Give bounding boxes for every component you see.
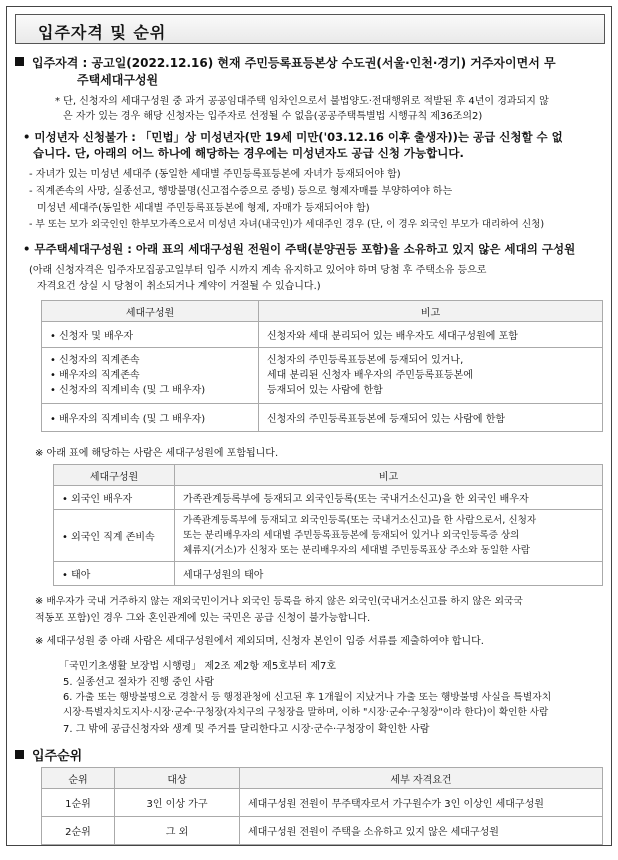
table-header: 대상 [115,768,240,789]
eligibility-note2: 은 자가 있는 경우 해당 신청자는 입주자로 선정될 수 없음(공공주택특별법 시행규칙 제36조의2) [63,111,483,122]
household-sub2: 자격요건 상실 시 당첨이 취소되거나 계약이 거절될 수 있습니다.) [37,281,321,292]
exclusion-heading: 「국민기초생활 보장법 시행령」 제2조 제2항 제5호부터 제7호 [59,661,337,672]
table-header: 비고 [175,465,603,486]
section-eligibility [15,54,556,71]
rank-table [41,767,603,845]
minor-heading2: 습니다. 단, 아래의 어느 하나에 해당하는 경우에는 미성년자도 공급 신청 가능합니다. [33,146,464,160]
table-row: 1순위 3인 이상 가구 세대구성원 전원이 무주택자로서 가구원수가 3인 이상인 세대구성원 [42,789,603,817]
eligibility-line1: 입주자격 : 공고일(2022.12.16) 현재 주민등록표등본상 수도권(서울·인천·경기) 거주자이면서 무 [32,56,556,70]
minor-item: - 자녀가 있는 미성년 세대주 (동일한 세대별 주민등록표등본에 자녀가 등재되어야 함) [29,169,401,180]
page-title: 입주자격 및 순위 [38,23,167,42]
note-table [53,464,603,586]
table-row: • 신청자 및 배우자 신청자와 세대 분리되어 있는 배우자도 세대구성원에 포함 [42,322,603,348]
minor-item: 미성년 세대주(동일한 세대별 주민등록표등본에 형제, 자매가 등재되어야 함) [37,203,370,214]
eligibility-note1: * 단, 신청자의 세대구성원 중 과거 공공임대주택 임차인으로서 불법양도·전대행위로 적발된 후 4년이 경과되지 않 [55,96,549,107]
table-header: 세부 자격요건 [240,768,603,789]
square-bullet-icon [15,750,24,759]
section-rank [15,745,82,764]
table-row: • 태아 세대구성원의 태아 [54,562,603,586]
exclusion-item: 5. 실종선고 절차가 진행 중인 사람 [63,677,215,688]
table-header: 세대구성원 [54,465,175,486]
notes-line: ※ 세대구성원 중 아래 사람은 세대구성원에서 제외되며, 신청자 본인이 입증 서류를 제출하여야 합니다. [35,636,484,647]
table-header: 비고 [259,301,603,322]
table-row: • 외국인 직계 존비속 가족관계등록부에 등재되고 외국인등록(또는 국내거소신고)을 한 사람으로서, 신청자 또는 분리배우자의 세대별 주민등록표등본에 등재되어 있거나 외국인등록증 상의 체류지(거소)가 신청자 또는 분리배우자의 세대별 주민등록표상 주소와 동일한 사람 [54,510,603,562]
table-row: • 신청자의 직계존속 • 배우자의 직계존속 • 신청자의 직계비속 (및 그 배우자) 신청자의 주민등록표등본에 등재되어 있거나, 세대 분리된 신청자 배우자의 주민등록표등본에 등재되어 있는 사람에 한함 [42,348,603,404]
note-table-intro: ※ 아래 표에 해당하는 사람은 세대구성원에 포함됩니다. [35,448,279,459]
table-row: • 배우자의 직계비속 (및 그 배우자) 신청자의 주민등록표등본에 등재되어 있는 사람에 한함 [42,404,603,432]
table-row: • 외국인 배우자 가족관계등록부에 등재되고 외국인등록(또는 국내거소신고)을 한 외국인 배우자 [54,486,603,510]
square-bullet-icon [15,57,24,66]
notes-line: 적동포 포함)인 경우 그와 혼인관계에 있는 국민은 공급 신청이 불가능합니다. [35,613,371,624]
eligibility-line2: 주택세대구성원 [77,73,159,87]
document-page [6,6,612,846]
minor-heading1: • 미성년자 신청불가 : 「민법」상 미성년자(만 19세 미만('03.12.16 이후 출생자))는 공급 신청할 수 없 [23,130,563,144]
rank-title: 입주순위 [32,749,83,764]
exclusion-item: 6. 가출 또는 행방불명으로 경찰서 등 행정관청에 신고된 후 1개월이 지났거나 가출 또는 행방불명 사실을 특별자치 [63,692,552,703]
table-row: 2순위 그 외 세대구성원 전원이 주택을 소유하고 있지 않은 세대구성원 [42,817,603,845]
household-table [41,300,603,432]
minor-item: - 직계존속의 사망, 실종선고, 행방불명(신고접수증으로 증빙) 등으로 형제자매를 부양하여야 하는 [29,186,453,197]
minor-item: - 부 또는 모가 외국인인 한부모가족으로서 미성년 자녀(내국인)가 세대주인 경우 (단, 이 경우 외국인 부모가 대리하여 신청) [29,219,545,230]
household-sub1: (아래 신청자격은 입주자모집공고일부터 입주 시까지 계속 유지하고 있어야 하며 당첨 후 주택소유 등으로 [29,265,487,276]
table-header: 세대구성원 [42,301,259,322]
title-box [15,14,605,44]
household-heading: • 무주택세대구성원 : 아래 표의 세대구성원 전원이 주택(분양권등 포함)을 소유하고 있지 않은 세대의 구성원 [23,242,576,256]
exclusion-item: 7. 그 밖에 공급신청자와 생계 및 주거를 달리한다고 시장·군수·구청장이 확인한 사람 [63,724,430,735]
exclusion-item: 시장·특별자치도지사·시장·군수·구청장(자치구의 구청장을 말하며, 이하 "시장·군수·구청장"이라 한다)이 확인한 사람 [63,707,549,718]
table-header: 순위 [42,768,115,789]
notes-line: ※ 배우자가 국내 거주하지 않는 재외국민이거나 외국인 등록을 하지 않은 외국인(국내거소신고를 하지 않은 외국국 [35,596,523,607]
